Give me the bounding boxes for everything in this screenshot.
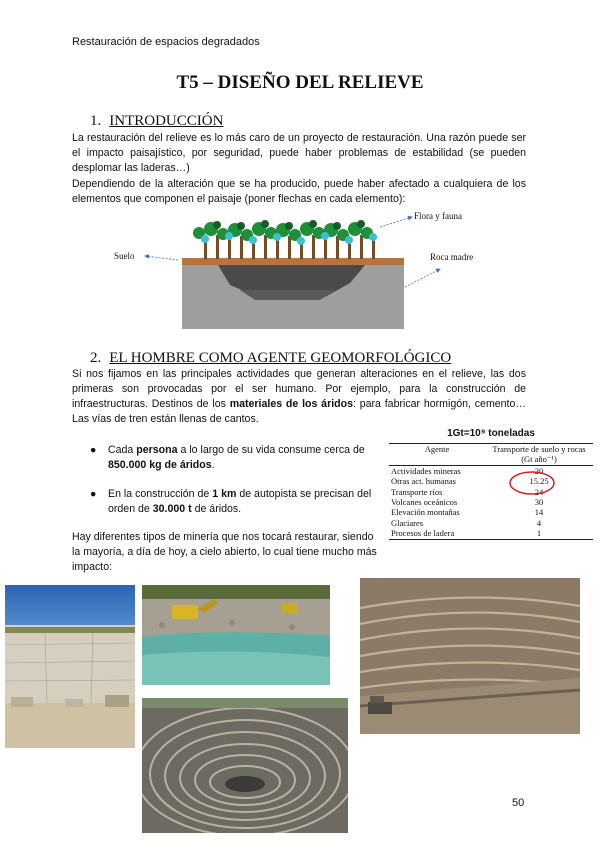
table-row: Procesos de ladera 1 [391,528,542,539]
section-title: INTRODUCCIÓN [109,113,224,129]
section-heading-introduccion [90,113,223,130]
photo-open-pit-terraces [142,698,348,833]
table-row: Transporte ríos 24 [391,486,544,497]
label-suelo: Suelo [114,251,135,261]
table-row: Glaciares 4 [391,517,542,528]
bullet-persona: ● Cada persona a lo largo de su vida consume cerca de 850.000 kg de áridos. [90,444,365,471]
table-row: Elevación montañas 14 [391,507,544,518]
transport-table [389,443,593,540]
intro-paragraph-2: Dependiendo de la alteración que se ha producido, puede haber afectado a cualquiera de los elementos que componen el paisaje (poner flechas en cada elemento): [72,178,526,205]
photo-gravel-river [142,585,330,685]
document-title: T5 – DISEÑO DEL RELIEVE [176,72,424,93]
bullet-autopista: ● En la construcción de 1 km de autopista se precisan del orden de 30.000 t de áridos. [90,488,372,515]
table-row: Volcanes oceánicos 30 [391,497,544,508]
column-header-transport: Transporte de suelo y rocas (Gt año⁻¹) [485,444,593,466]
section-title: EL HOMBRE COMO AGENTE GEOMORFOLÓGICO [109,350,452,366]
section-number: 2. [90,350,102,366]
page-number: 50 [512,797,525,809]
table-row: Actividades mineras 20 [391,465,544,476]
column-header-agent: Agente [389,444,485,466]
highlight-ellipse [508,470,556,496]
photo-copper-mine [360,578,580,734]
table-row: Otras act. humanas 15.25 [391,476,549,487]
soil-layer [182,258,404,265]
bullet-dot: ● [90,488,97,500]
tree-row [193,220,377,259]
photo-marble-quarry [5,585,135,748]
bullet-dot: ● [90,444,97,456]
section-number: 1. [90,113,102,129]
landscape-diagram [100,205,500,335]
running-header: Restauración de espacios degradados [72,36,260,48]
label-flora-fauna: Flora y fauna [414,211,462,221]
section-heading-hombre [90,350,451,367]
label-roca-madre: Roca madre [430,252,474,262]
section2-paragraph-1: Si nos fijamos en las principales actividades que generan alteraciones en el relieve, las dos primeras son provocadas por el ser humano. Por ejemplo, para la construcción de infraestructuras. Destinos de los materiales de los áridos: para fabricar hormigón, cemento… Las vías de tren están llenas de cantos. [72,368,526,425]
table-caption: 1Gt=10⁹ toneladas [447,428,535,439]
section2-paragraph-2: Hay diferentes tipos de minería que nos tocará restaurar, siendo la mayoría, a día de hoy, a cielo abierto, lo cual tiene mucho más impacto: [72,531,377,573]
intro-paragraph-1: La restauración del relieve es lo más caro de un proyecto de restauración. Una razón puede ser el impacto paisajístico, por seguridad, puede haber problemas de estabilidad (se pueden desplomar las laderas…) [72,132,526,174]
